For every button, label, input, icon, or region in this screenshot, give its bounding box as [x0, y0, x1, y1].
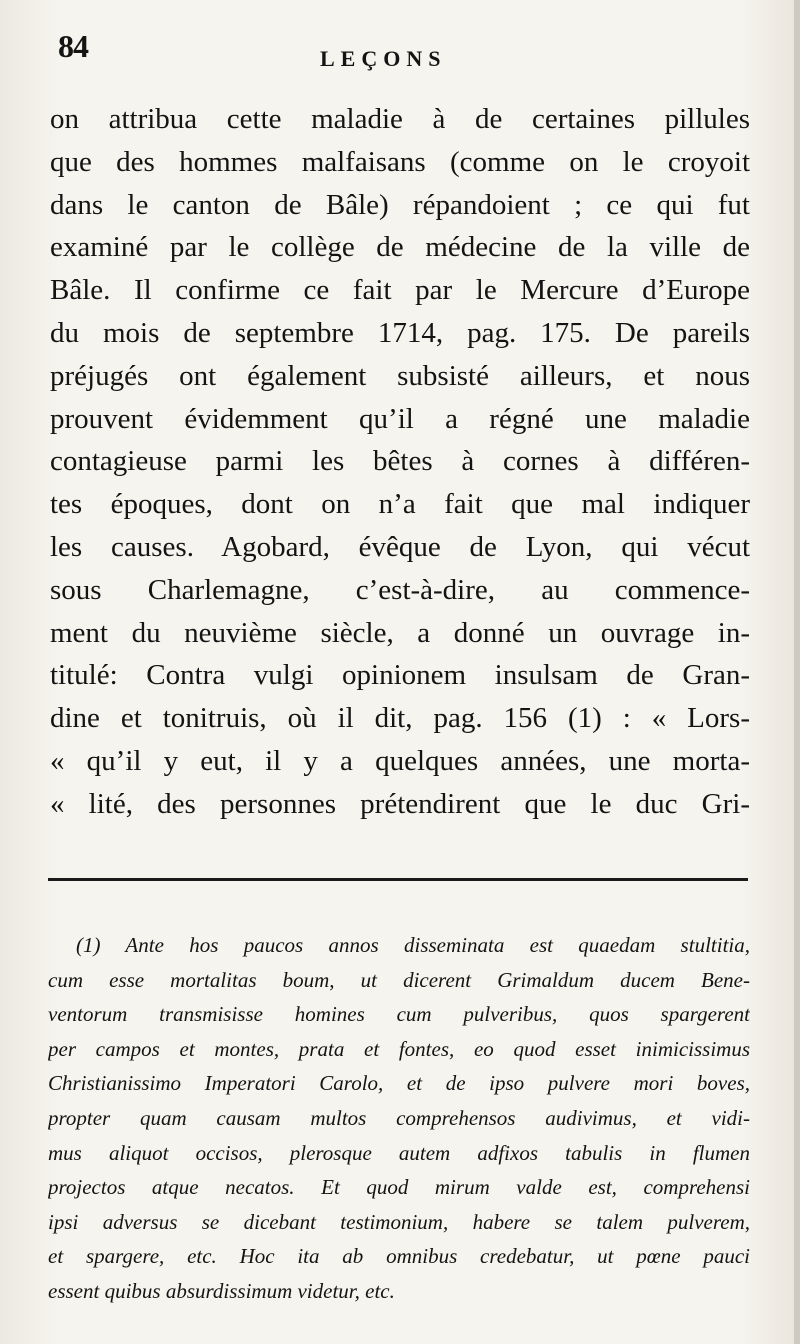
footnote-line: ipsi adversus se dicebant testimonium, habere se talem pulverem,	[48, 1209, 750, 1234]
page-edge	[794, 0, 800, 1344]
text-line: examiné par le collège de médecine de la ville de	[50, 231, 750, 264]
footnote-line: projectos atque necatos. Et quod mirum valde est, comprehensi	[48, 1175, 750, 1200]
main-text	[50, 98, 750, 826]
text-line: du mois de septembre 1714, pag. 175. De pareils	[50, 316, 750, 349]
footnote-rule	[48, 878, 748, 881]
footnote-line: cum esse mortalitas boum, ut dicerent Grimaldum ducem Bene-	[48, 967, 750, 992]
text-line: ment du neuvième siècle, a donné un ouvrage in-	[50, 616, 750, 649]
text-line: les causes. Agobard, évêque de Lyon, qui vécut	[50, 530, 750, 563]
running-head: LEÇONS	[320, 46, 447, 71]
footnote-line: per campos et montes, prata et fontes, eo quod esset inimicissimus	[48, 1036, 750, 1061]
text-line: dine et tonitruis, où il dit, pag. 156 (1) : « Lors-	[50, 702, 750, 735]
text-line: contagieuse parmi les bêtes à cornes à différen-	[50, 445, 750, 478]
footnote-line: ventorum transmisisse homines cum pulveribus, quos spargerent	[48, 1002, 750, 1027]
text-line: titulé: Contra vulgi opinionem insulsam de Gran-	[50, 659, 750, 692]
footnote-line: propter quam causam multos comprehensos audivimus, et vidi-	[48, 1105, 750, 1130]
text-line: « qu’il y eut, il y a quelques années, une morta-	[50, 744, 750, 777]
footnote	[48, 928, 750, 1309]
text-line: prouvent évidemment qu’il a régné une maladie	[50, 402, 750, 435]
text-line: on attribua cette maladie à de certaines pillules	[50, 103, 750, 135]
footnote-line: (1) Ante hos paucos annos disseminata est quaedam stultitia,	[76, 933, 750, 957]
footnote-line: Christianissimo Imperatori Carolo, et de ipso pulvere mori boves,	[48, 1071, 750, 1096]
text-line: dans le canton de Bâle) répandoient ; ce qui fut	[50, 188, 750, 221]
text-line: Bâle. Il confirme ce fait par le Mercure d’Europe	[50, 274, 750, 307]
footnote-line: mus aliquot occisos, plerosque autem adfixos tabulis in flumen	[48, 1140, 750, 1165]
text-line: préjugés ont également subsisté ailleurs, et nous	[50, 359, 750, 392]
text-line: « lité, des personnes prétendirent que le duc Gri-	[50, 787, 750, 820]
page-number: 84	[58, 28, 88, 64]
text-line: que des hommes malfaisans (comme on le croyoit	[50, 145, 750, 178]
text-line: tes époques, dont on n’a fait que mal indiquer	[50, 488, 750, 521]
footnote-line: et spargere, etc. Hoc ita ab omnibus credebatur, ut pœne pauci	[48, 1244, 750, 1269]
footnote-line: essent quibus absurdissimum videtur, etc.	[48, 1278, 395, 1303]
text-line: sous Charlemagne, c’est-à-dire, au commence-	[50, 573, 750, 606]
